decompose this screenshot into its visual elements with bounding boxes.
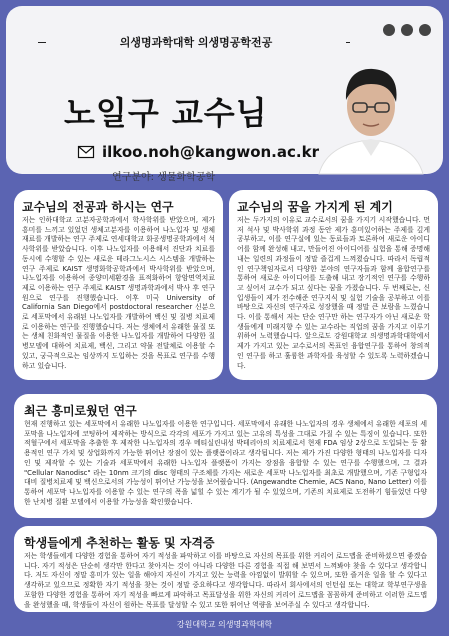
mail-icon [78,146,94,158]
email-text[interactable]: ilkoo.noh@kangwon.ac.kr [102,143,319,161]
header-panel [6,6,443,183]
section-body: 저는 학생들에게 다양한 경험을 통하여 자기 적성을 파악하고 이를 바탕으로 자신의 목표를 위한 커리어 로드맵을 준비하셨으면 좋겠습니다. 자기 적성은 단순히 생각만 한다고 찾아지는 것이 아니라 다양한 다른 경험을 직접 해 보면서 느껴봐야 찾을 수 있다고 생각합니다. 저도 자신이 정말 흥미가 있는 일을 해야지 자신이 가지고 있는 능력을 아낌없이 발휘할 수 있으며, 또한 즐거운 일을 할 수 있다고 생각하고 있으므로 정확한 자기 적성을 찾는 것이 정말 중요하다고 생각합니다. 따라서 회사에서의 인턴쉽 또는 대학교 학부연구생을 포함한 다양한 경험을 통하여 자기 적성을 빠르게 파악하고 목표달성을 위한 자신의 커리어 로드맵을 꼼꼼하게 준비하고 이러한 로드맵을 완성했을 때, 학생들이 자신이 원하는 목표를 달성할 수 있고 또한 뛰어난 역량을 보여주실 수 있다고 생각합니다. [24,552,427,609]
dot-icon [419,24,431,36]
contact-row [78,143,319,161]
footer-text: 강원대학교 의생명과학대학 [176,620,273,629]
dot-icon [383,24,395,36]
dot-icon [401,24,413,36]
section-recent-research [14,394,437,518]
department-text: 의생명과학대학 의생명공학전공 [114,36,279,49]
section-motivation [229,190,438,380]
section-title: 교수님의 전공과 하시는 연구 [22,200,174,214]
research-field: 연구분야: 생물화학공학 [112,172,216,183]
professor-name: 노일구 교수님 [64,94,268,132]
section-title: 학생들에게 추천하는 활동 및 자격증 [24,536,215,550]
section-body: 현재 진행하고 있는 세포막에서 유래한 나노입자를 이용한 연구입니다. 세포막에서 유래한 나노입자의 경우 생체에서 유래한 세포의 세포막을 나노입자에 코팅하여 제작하는 방식으로 각각의 세포가 가지고 있는 고유의 특성을 그대로 가질 수 있는 특징이 있습니다. 또한 적혈구에서 세포막을 추출한 후 제작한 나노입자의 경우 메티실린내성 박테리아의 치료제로서 현재 FDA 임상 2상으로 도입되는 등 활용적인 연구 가치 및 상업화까지 가능한 뛰어난 장점이 있는 플랫폼이라고 생각됩니다. 저는 제가 가진 다양한 형태의 나노입자를 디자인 및 제작할 수 있는 기술과 세포막에서 유래한 나노입자 플랫폼이 가지는 장점을 융합할 수 있는 연구를 수행했으며, 그 결과 "Cellular Nanodisc" 라는 10nm 크기의 disc 형태의 구조체를 가지는 새로운 세포막 나노입자를 최초로 개발했으며, 기존 구형입자 대비 질병치료제 및 백신으로서의 가능성이 뛰어난 가능성을 보여줬습니다. (Angewandte Chemie, ACS Nano, Nano Letter) 이를 통하여 세포막 나노입자를 이용할 수 있는 연구의 폭을 넓힐 수 있는 계기가 될 수 있었으며, 기존의 치료제로 도전하기 힘들었던 다양한 난치병 질환 모델에서 이용할 가능성을 확인했습니다. [24,420,427,506]
section-title: 최근 흥미로웠던 연구 [24,404,137,418]
professor-photo [311,48,431,174]
section-major-research [14,190,223,380]
section-body: 저는 인하대학교 고분자공학과에서 학사학위를 받았으며, 제가 흥미를 느끼고 있었던 생체고분자를 이용하여 나노입자 및 생체재료를 개발하는 연구 주제로 연세대학교 화공생명공학과에서 석사학위를 받았습니다. 이후 나노입자를 이용해서 진단과 치료를 동시에 수행할 수 있는 새로운 테라그노시스 시스템을 개발하는 연구 주제로 KAIST 생명화학공학과에서 박사학위를 받았으며, 나노입자를 이용하여 종양미세환경을 표적화하여 항암면역치료제로 이용하는 연구 주제로 KAIST 생명과학과에서 박사 후 연구원으로 연구를 진행했습니다. 이후 미국 University of California San Diego에서 postdoctoral researcher 신분으로 세포막에서 유래된 나노입자를 개발하여 백신 및 질병 치료제로 이용하는 연구를 진행했습니다. 저는 생체에서 유래한 물질 또는 생체 친화적인 물질을 이용한 나노입자를 개발하여 다양한 질병모델에 대하여 치료제, 백신, 그리고 약물 전달체로 이용할 수 있고, 궁극적으로는 임상까지 도입하는 것을 목표로 연구를 수행하고 있습니다. [22,216,215,370]
window-dots [383,24,431,36]
section-title: 교수님의 꿈을 가지게 된 계기 [237,200,393,214]
section-recommendations [14,526,437,612]
section-body: 저는 두가지의 이유로 교수로서의 꿈을 가지기 시작했습니다. 먼저 석사 및 박사학위 과정 동안 제가 흥미있어하는 주제를 깊게 공부하고, 이를 연구실에 있는 동료들과 토론하여 새로운 아이디어를 함께 완성해 내고, 만들어진 아이디어를 실험을 통해 증명해 내는 일련의 과정들이 정말 즐겁게 느껴졌습니다. 따라서 독립적인 연구책임자로서 다양한 분야의 연구자들과 함께 융합연구를 통하여 새로운 아이디어를 도출해 내고 장기적인 연구를 수행하고 싶어서 교수가 되고 싶다는 꿈을 가졌습니다. 두 번째로는, 신입생들이 제가 전수해준 연구지식 및 실험 기술을 공부하고 이를 바탕으로 자신의 연구자로 성장했을 때 정말 큰 보람을 느꼈습니다. 이를 통해서 저는 단순 연구만 하는 연구자가 아닌 새로운 학생들에게 미래지향 수 있는 교수라는 직업의 꿈을 가지고 이루기 위하여 노력했습니다. 앞으로도 강원대학교 의생명과학대학에서 제가 가지고 있는 교수로서의 목표인 융합연구를 통하여 창의적인 연구를 하고 훌륭한 과학자를 육성할 수 있도록 노력하겠습니다. [237,216,430,370]
department-label [46,34,346,50]
